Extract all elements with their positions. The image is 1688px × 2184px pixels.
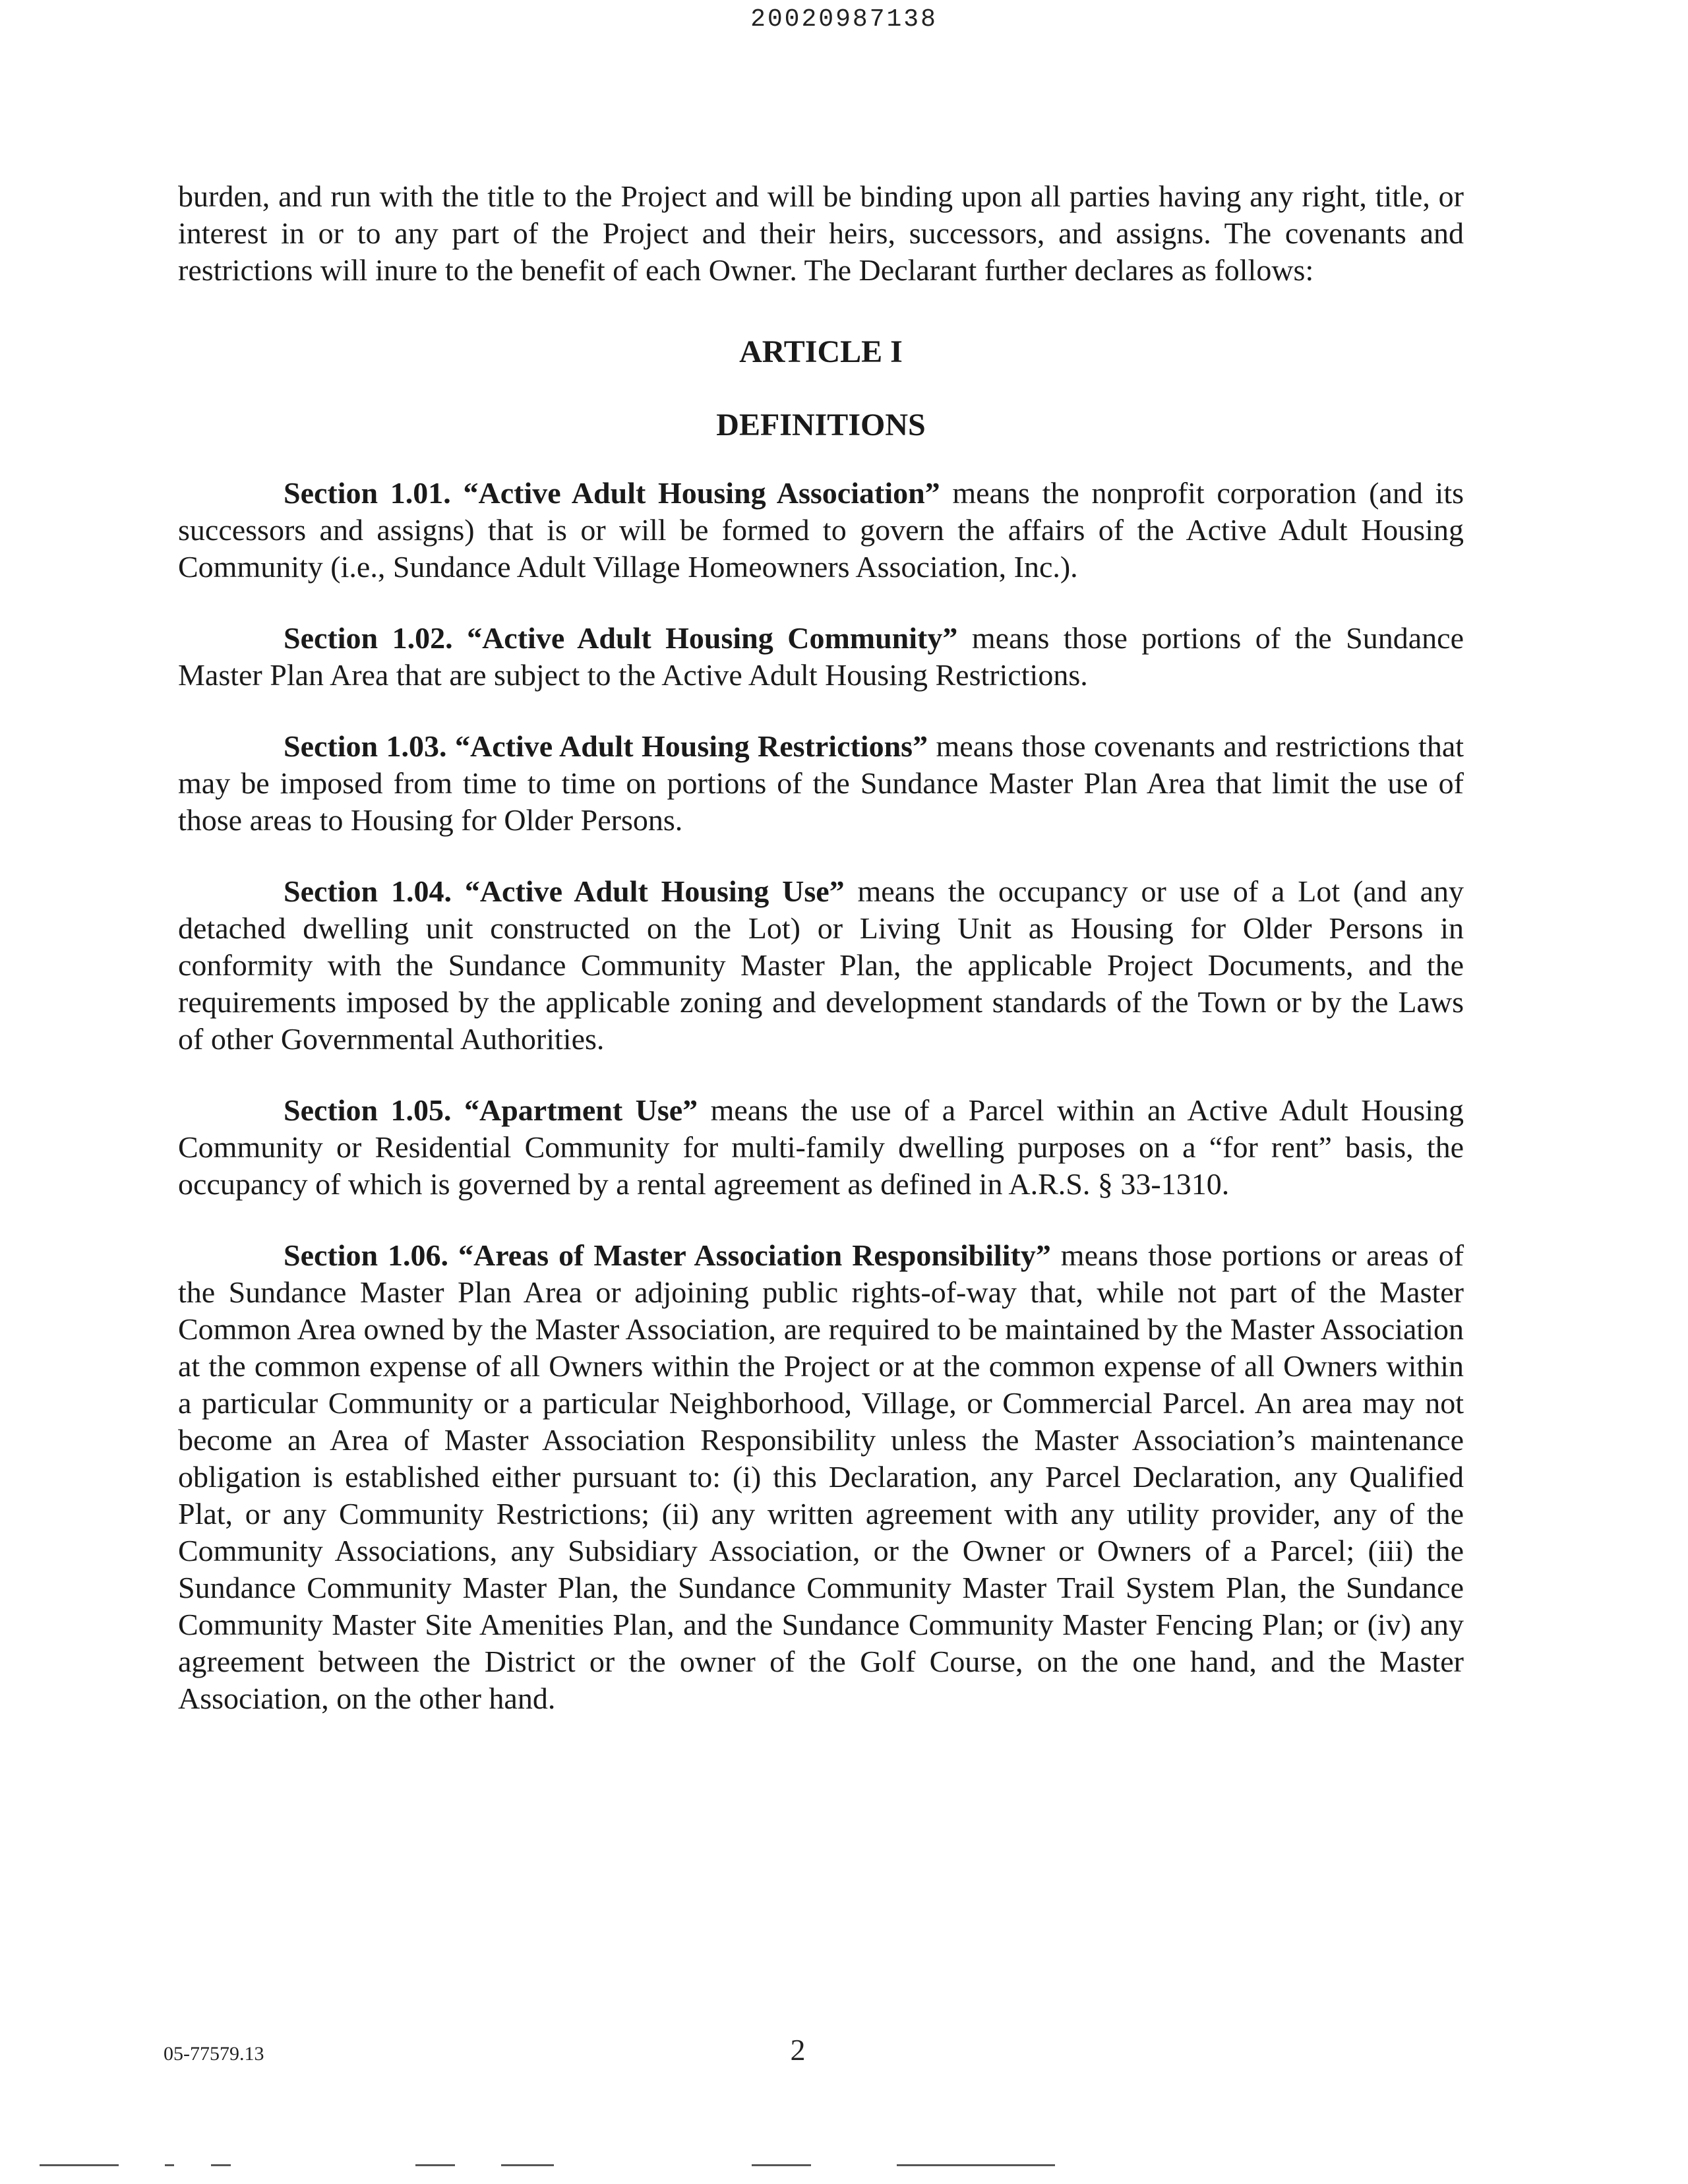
definition-text: means the use of a Parcel within an Active Adult Housing Community or Residential Community for multi-family dwelling purposes on a “for rent” basis, the occupancy of which is governed by a rental agreement as defined in A.R.S. § 33-1310. xyxy=(178,1093,1464,1201)
scan-artifact-line xyxy=(165,2164,174,2166)
definition-text: means those portions of the Sundance Master Plan Area that are subject to the Active Adult Housing Restrictions. xyxy=(178,621,1464,692)
scan-artifact-line xyxy=(897,2164,1055,2166)
defined-term: “Active Adult Housing Community” xyxy=(467,621,958,655)
definition-text: means the occupancy or use of a Lot (and any detached dwelling unit constructed on the Lot) or Living Unit as Housing for Older Persons in conformity with the Sundance Community Master Plan, the applicable Project Documents, and the requirements imposed by the applicable zoning and development standards of the Town or by the Laws of other Governmental Authorities. xyxy=(178,874,1464,1056)
intro-paragraph: burden, and run with the title to the Project and will be binding upon all parties having any right, title, or interest in or to any part of the Project and their heirs, successors, and assigns. The covenants and restrictions will inure to the benefit of each Owner. The Declarant further declares as follows: xyxy=(178,179,1464,287)
section-1-03 xyxy=(178,728,1464,839)
section-number: Section 1.04. xyxy=(284,874,452,908)
section-1-04 xyxy=(178,873,1464,1058)
defined-term: “Active Adult Housing Use” xyxy=(464,874,845,908)
section-1-05 xyxy=(178,1092,1464,1203)
document-page xyxy=(178,178,1464,1751)
scan-artifact-line xyxy=(211,2164,231,2166)
section-number: Section 1.01. xyxy=(284,476,451,510)
section-1-06 xyxy=(178,1237,1464,1717)
section-number: Section 1.02. xyxy=(284,621,453,655)
defined-term: “Active Adult Housing Association” xyxy=(463,476,940,510)
scan-artifact-line xyxy=(501,2164,554,2166)
section-1-02 xyxy=(178,620,1464,694)
section-number: Section 1.06. xyxy=(284,1238,449,1272)
defined-term: “Areas of Master Association Responsibility” xyxy=(458,1238,1051,1272)
scan-artifact-line xyxy=(415,2164,455,2166)
definition-text: means the nonprofit corporation (and its successors and assigns) that is or will be formed to govern the affairs of the Active Adult Housing Community (i.e., Sundance Adult Village Homeowners Association, Inc.). xyxy=(178,476,1464,584)
scan-artifact-line xyxy=(752,2164,811,2166)
defined-term: “Active Adult Housing Restrictions” xyxy=(454,729,928,763)
definitions-heading: DEFINITIONS xyxy=(716,408,926,442)
definition-text: means those covenants and restrictions that may be imposed from time to time on portions of the Sundance Master Plan Area that limit the use of those areas to Housing for Older Persons. xyxy=(178,729,1464,837)
article-heading: ARTICLE I xyxy=(739,334,903,369)
footer-document-code: 05-77579.13 xyxy=(164,2043,264,2065)
definition-text: means those portions or areas of the Sundance Master Plan Area or adjoining public rights-of-way that, while not part of the Master Common Area owned by the Master Association, are required to be maintained by the Master Association at the common expense of all Owners within the Project or at the common expense of all Owners within a particular Community or a particular Neighborhood, Village, or Commercial Parcel. An area may not become an Area of Master Association Responsibility unless the Master Association’s maintenance obligation is established either pursuant to: (i) this Declaration, any Parcel Declaration, any Qualified Plat, or any Community Restrictions; (ii) any written agreement with any utility provider, any of the Community Associations, any Subsidiary Association, or the Owner or Owners of a Parcel; (iii) the Sundance Community Master Plan, the Sundance Community Master Trail System Plan, the Sundance Community Master Site Amenities Plan, and the Sundance Community Master Fencing Plan; or (iv) any agreement between the District or the owner of the Golf Course, on the one hand, and the Master Association, on the other hand. xyxy=(178,1238,1464,1715)
page-number: 2 xyxy=(790,2033,806,2067)
scan-artifact-line xyxy=(40,2164,119,2166)
section-number: Section 1.05. xyxy=(284,1093,452,1127)
defined-term: “Apartment Use” xyxy=(464,1093,698,1127)
section-number: Section 1.03. xyxy=(284,729,447,763)
section-1-01 xyxy=(178,475,1464,586)
document-number: 20020987138 xyxy=(750,5,938,34)
